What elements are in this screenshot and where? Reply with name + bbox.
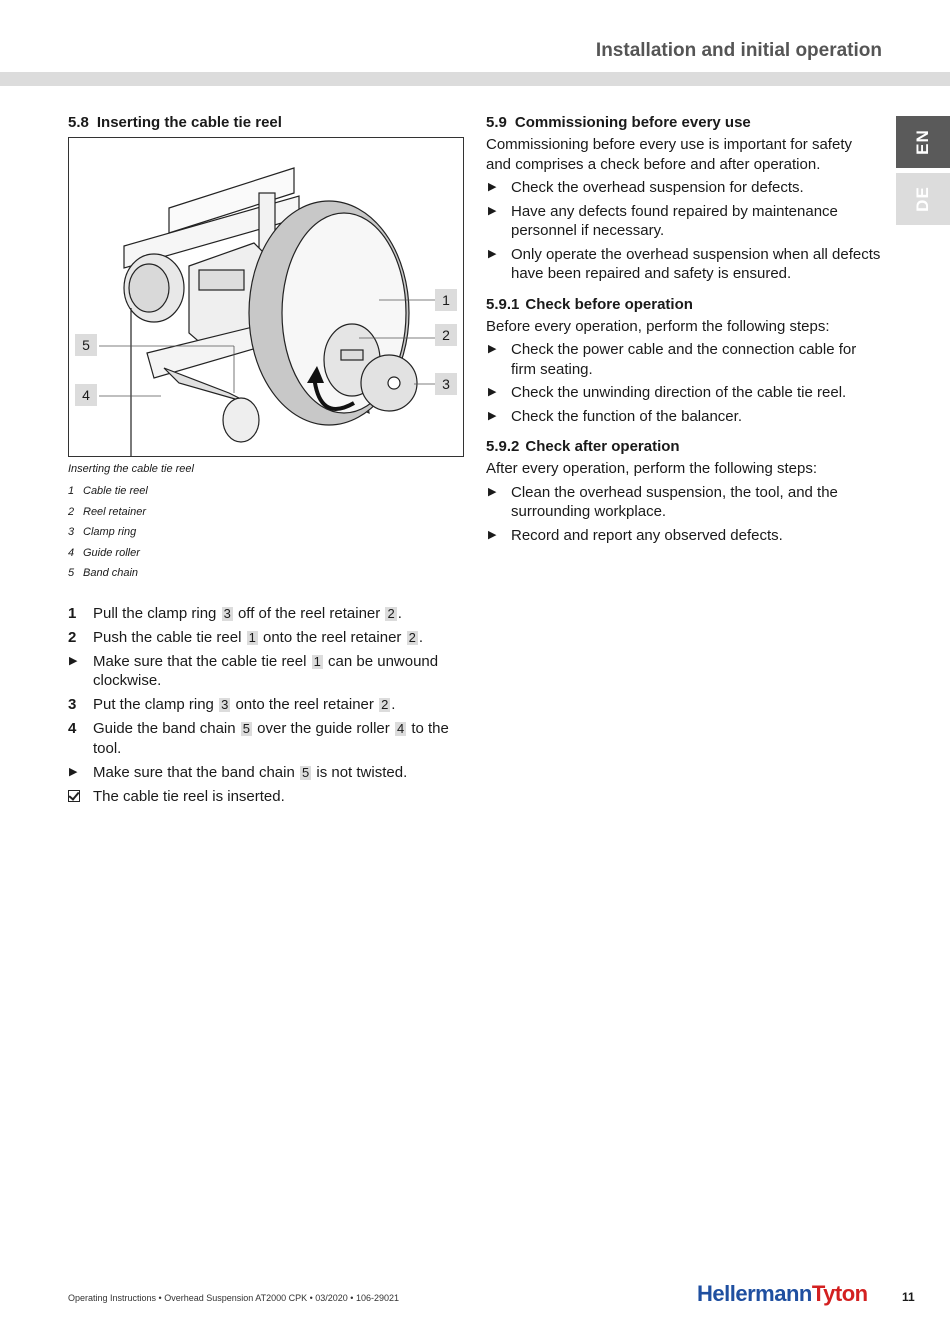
figure-label-3: 3 (435, 373, 457, 395)
legend-item: 1 Cable tie reel (68, 485, 148, 497)
bullet-item: ▶ Only operate the overhead suspension when all defects have been repaired and safety is ensured. (488, 245, 881, 282)
legend-item: 2 Reel retainer (68, 505, 146, 518)
legend-item: 5 Band chain (68, 567, 139, 579)
bullet-item: ▶ Check the power cable and the connection cable for firm seating. (488, 341, 857, 378)
result-step: The cable tie reel is inserted. (68, 787, 463, 807)
figure-caption: Inserting the cable tie reel (68, 463, 194, 475)
hellermanntyton-logo: HellermannTyton (697, 1281, 868, 1306)
checkbox-checked-icon (68, 790, 80, 802)
lang-tab-en[interactable] (896, 116, 950, 168)
callout-ref: 2 (408, 629, 416, 645)
callout-ref: 2 (387, 605, 395, 621)
instruction-step: 3 Put the clamp ring 3 onto the reel retainer 2 . (68, 696, 396, 713)
figure-label-2: 2 (435, 324, 457, 346)
section-5-9-2-heading: 5.9.2 Check after operation (486, 438, 680, 455)
section-5-8-heading: 5.8 Inserting the cable tie reel (68, 114, 282, 131)
reel-illustration (69, 138, 463, 456)
bullet-item: ▶ Record and report any observed defects. (488, 526, 783, 544)
figure-label-5: 5 (75, 334, 97, 356)
legend-item: 3 Clamp ring (68, 526, 137, 538)
instruction-step: 4 Guide the band chain 5 over the guide roller 4 to the tool. (68, 720, 449, 757)
figure-label-1: 1 (435, 289, 457, 311)
callout-ref: 1 (248, 629, 256, 645)
lang-tab-de-label: DE (913, 186, 932, 212)
callout-ref: 5 (301, 764, 310, 780)
instruction-step: 1 Pull the clamp ring 3 off of the reel retainer 2 . (68, 604, 402, 622)
left-column (68, 114, 463, 811)
figure-legend (68, 485, 463, 588)
section-5-9-heading: 5.9 Commissioning before every use (486, 114, 751, 131)
callout-ref: 3 (223, 605, 231, 621)
lang-tab-en-label: EN (913, 129, 932, 155)
callout-ref: 3 (221, 697, 229, 712)
bullet-item: ▶ Have any defects found repaired by maintenance personnel if necessary. (488, 202, 838, 239)
page-number: 11 (902, 1290, 915, 1304)
bullet-item: ▶ Check the unwinding direction of the cable tie reel. (488, 384, 847, 401)
instruction-step: 2 Push the cable tie reel 1 onto the reel retainer 2 . (68, 628, 423, 646)
bullet-item: ▶ Check the overhead suspension for defects. (488, 179, 804, 196)
instruction-steps (68, 604, 463, 807)
lang-tab-de[interactable] (896, 173, 950, 225)
header-bar (0, 72, 950, 86)
callout-ref: 4 (396, 721, 405, 736)
instruction-step: ▶ Make sure that the cable tie reel 1 can be unwound clockwise. (69, 652, 439, 689)
section-5-9-1-heading: 5.9.1 Check before operation (486, 295, 693, 313)
footer-doc-info: Operating Instructions • Overhead Suspension AT2000 CPK • 03/2020 • 106-29021 (68, 1293, 399, 1303)
figure-label-4: 4 (75, 384, 97, 406)
section-5-9-intro: Commissioning before every use is important for safety and comprises a check before and after operation. (486, 136, 852, 173)
section-5-9-1-intro: Before every operation, perform the following steps: (486, 317, 830, 335)
callout-ref: 2 (381, 697, 389, 712)
callout-ref: 1 (313, 653, 321, 669)
section-5-9-2-intro: After every operation, perform the following steps: (486, 460, 817, 477)
bullet-item: ▶ Clean the overhead suspension, the tool, and the surrounding workplace. (488, 483, 838, 520)
callout-ref: 5 (242, 721, 251, 736)
reel-figure (68, 137, 464, 457)
instruction-step: ▶ Make sure that the band chain 5 is not twisted. (69, 763, 408, 781)
legend-item: 4 Guide roller (68, 546, 140, 559)
page-header-title: Installation and initial operation (595, 40, 882, 61)
right-column (486, 114, 881, 549)
bullet-item: ▶ Check the function of the balancer. (488, 407, 742, 425)
